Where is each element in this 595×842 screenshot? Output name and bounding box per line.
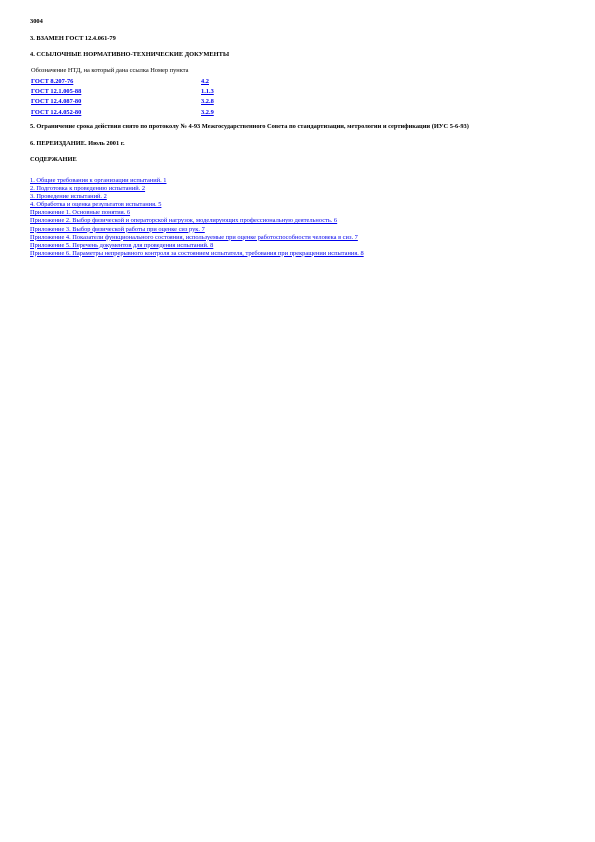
toc-link[interactable]: Приложение 3. Выбор физической работы при оценке сиз рук. 7 [30, 225, 205, 233]
table-row [31, 86, 214, 96]
header-item-number: Номер пункта [150, 67, 189, 75]
toc-link[interactable]: 2. Подготовка к проведению испытаний. 2 [30, 185, 146, 193]
ref-designation-cell [31, 97, 201, 107]
ref-item-cell [201, 76, 214, 86]
ref-designation-cell [31, 107, 201, 117]
table-row [31, 76, 214, 86]
toc-link[interactable]: Приложение 4. Показатели функционального состояния, используемые при оценке работоспособности человека в сиз. 7 [30, 233, 358, 241]
table-of-contents [30, 177, 570, 258]
section-6: 6. ПЕРЕИЗДАНИЕ. Июль 2001 г. [30, 139, 125, 147]
table-header-cell [31, 66, 214, 76]
table-row [31, 107, 214, 117]
ref-link-item[interactable]: 3.2.8 [201, 98, 214, 106]
document-page [30, 18, 570, 258]
header-designation: Обозначение НТД, на который дана ссылка [31, 67, 149, 75]
ref-link-item[interactable]: 4.2 [201, 77, 209, 85]
toc-link[interactable]: Приложение 1. Основные понятия. 6 [30, 209, 131, 217]
ref-item-cell [201, 97, 214, 107]
section-3: 3. ВЗАМЕН ГОСТ 12.4.061-79 [30, 34, 116, 42]
toc-link[interactable]: 4. Обработка и оценка результатов испытания. 5 [30, 201, 162, 209]
contents-title: СОДЕРЖАНИЕ [30, 156, 77, 164]
ref-item-cell [201, 107, 214, 117]
table-row [31, 97, 214, 107]
toc-link[interactable]: 1. Общие требования к организации испытаний. 1 [30, 176, 167, 184]
toc-link[interactable]: Приложение 6. Параметры непрерывного контроля за состоянием испытателя, требования при прекращении испытания. 8 [30, 249, 364, 257]
ref-link-designation[interactable]: ГОСТ 12.4.087-80 [31, 98, 82, 106]
ref-designation-cell [31, 76, 201, 86]
toc-link[interactable]: 3. Проведение испытаний. 2 [30, 193, 107, 201]
table-header-row [31, 66, 214, 76]
section-4-title: 4. ССЫЛОЧНЫЕ НОРМАТИВНО-ТЕХНИЧЕСКИЕ ДОКУМЕНТЫ [30, 51, 230, 58]
ref-link-designation[interactable]: ГОСТ 12.1.005-88 [31, 87, 82, 95]
ref-designation-cell [31, 86, 201, 96]
ref-link-item[interactable]: 1.1.3 [201, 87, 214, 95]
references-table [31, 66, 214, 118]
section-5: 5. Ограничение срока действия снято по протоколу № 4-93 Межгосударственного Совета по стандартизации, метрологии и сертификации (ИУС 5-6-93) [30, 123, 469, 131]
doc-number: 3004 [30, 18, 43, 25]
toc-link[interactable]: Приложение 2. Выбор физической и операторской нагрузок, моделирующих профессиональную деятельность. 6 [30, 217, 338, 225]
ref-item-cell [201, 86, 214, 96]
ref-link-item[interactable]: 3.2.9 [201, 108, 214, 116]
ref-link-designation[interactable]: ГОСТ 12.4.052-80 [31, 108, 82, 116]
ref-link-designation[interactable]: ГОСТ 8.207-76 [31, 77, 74, 85]
toc-link[interactable]: Приложение 5. Перечень документов для проведения испытаний. 8 [30, 241, 214, 249]
